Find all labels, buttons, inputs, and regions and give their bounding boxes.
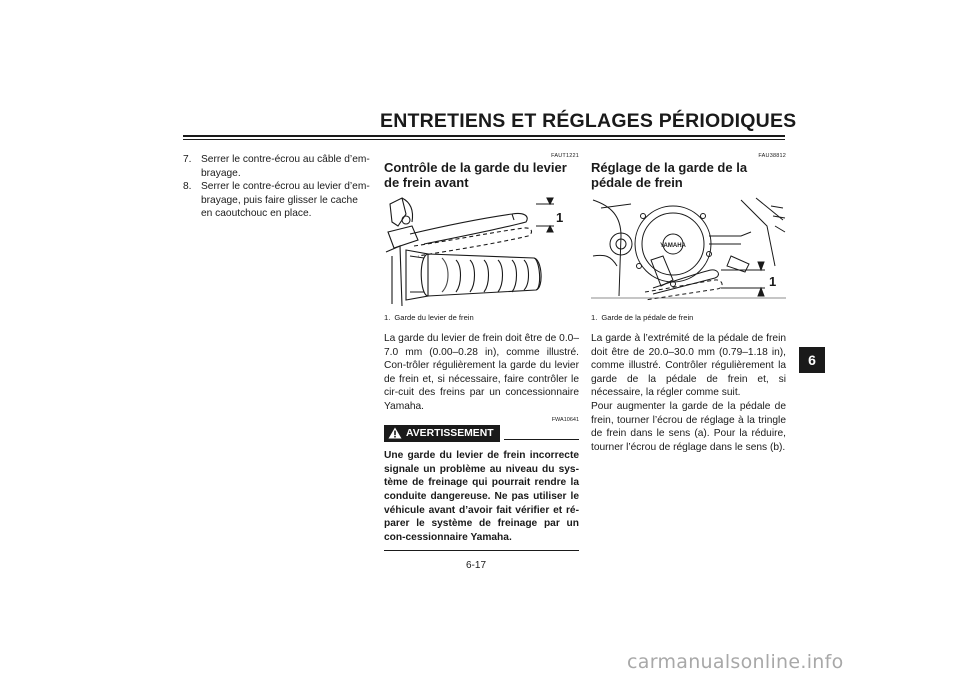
yamaha-logo: YAMAHA bbox=[660, 243, 686, 249]
header-rule-thin bbox=[183, 139, 785, 140]
figure-label: 1 bbox=[769, 274, 777, 289]
caption-text: Garde de la pédale de frein bbox=[601, 313, 694, 322]
body-paragraph-1: La garde à l’extrémité de la pédale de frein doit être de 20.0–30.0 mm (0.79–1.18 in), comme illustré. Contrôler régulièrement la garde de la pédale de frein et, si nécessaire, la régler comme suit. bbox=[591, 333, 786, 399]
column-2 bbox=[384, 153, 579, 551]
step-text: Serrer le contre-écrou au levier d’em-brayage, puis faire glisser le cache en caoutchouc en place. bbox=[201, 181, 370, 220]
step-number: 7. bbox=[183, 154, 192, 165]
caption-number: 1. bbox=[591, 313, 598, 322]
section-heading: Contrôle de la garde du levier de frein avant bbox=[384, 160, 567, 190]
step-text: Serrer le contre-écrou au câble d’em-brayage. bbox=[201, 154, 370, 179]
body-paragraph-2: Pour augmenter la garde de la pédale de frein, tourner l’écrou de réglage à la tringle de frein dans le sens (a). Pour la réduire, tourner l’écrou de réglage dans le sens (b). bbox=[591, 400, 786, 453]
section-code: FAUT1221 bbox=[551, 153, 579, 159]
brake-pedal-figure bbox=[591, 196, 786, 308]
warning-code: FWA10641 bbox=[551, 416, 579, 423]
header-rule bbox=[183, 135, 785, 137]
brake-lever-figure bbox=[384, 196, 579, 308]
column-1 bbox=[175, 153, 370, 221]
caption-text: Garde du levier de frein bbox=[394, 313, 474, 322]
column-3 bbox=[591, 153, 786, 454]
step-7 bbox=[175, 153, 370, 180]
step-8 bbox=[175, 180, 370, 221]
warning-end-rule bbox=[384, 550, 579, 551]
section-heading: Réglage de la garde de la pédale de frein bbox=[591, 160, 748, 190]
figure-caption bbox=[591, 313, 786, 323]
section-code: FAU38812 bbox=[758, 153, 786, 159]
warning-rule bbox=[504, 439, 579, 440]
warning-header bbox=[384, 425, 579, 443]
brake-lever-illustration bbox=[384, 196, 579, 308]
warning-text: Une garde du levier de frein incorrecte signale un problème au niveau du sys-tème de freinage qui pourrait rendre la conduite dangereuse. Ne pas utiliser le véhicule avant d’avoir fait vérifier et ré-parer le système de freinage par un con-cessionnaire Yamaha. bbox=[384, 450, 579, 543]
page-title: ENTRETIENS ET RÉGLAGES PÉRIODIQUES bbox=[380, 110, 797, 132]
figure-label: 1 bbox=[556, 210, 564, 225]
caption-number: 1. bbox=[384, 313, 391, 322]
section-tab: 6 bbox=[799, 347, 825, 373]
watermark: carmanualsonline.info bbox=[627, 651, 844, 673]
body-paragraph: La garde du levier de frein doit être de 0.0–7.0 mm (0.00–0.28 in), comme illustré. Con-trôler régulièrement la garde du levier de frein et, si nécessaire, faire contrôler le cir-cuit des freins par un concessionnaire Yamaha. bbox=[384, 333, 579, 412]
figure-caption bbox=[384, 313, 579, 323]
brake-pedal-illustration bbox=[591, 196, 786, 308]
warning-badge bbox=[384, 425, 500, 443]
warning-label: AVERTISSEMENT bbox=[406, 427, 494, 439]
step-number: 8. bbox=[183, 181, 192, 193]
page-number: 6-17 bbox=[466, 560, 487, 571]
warning-triangle-icon bbox=[388, 427, 402, 439]
